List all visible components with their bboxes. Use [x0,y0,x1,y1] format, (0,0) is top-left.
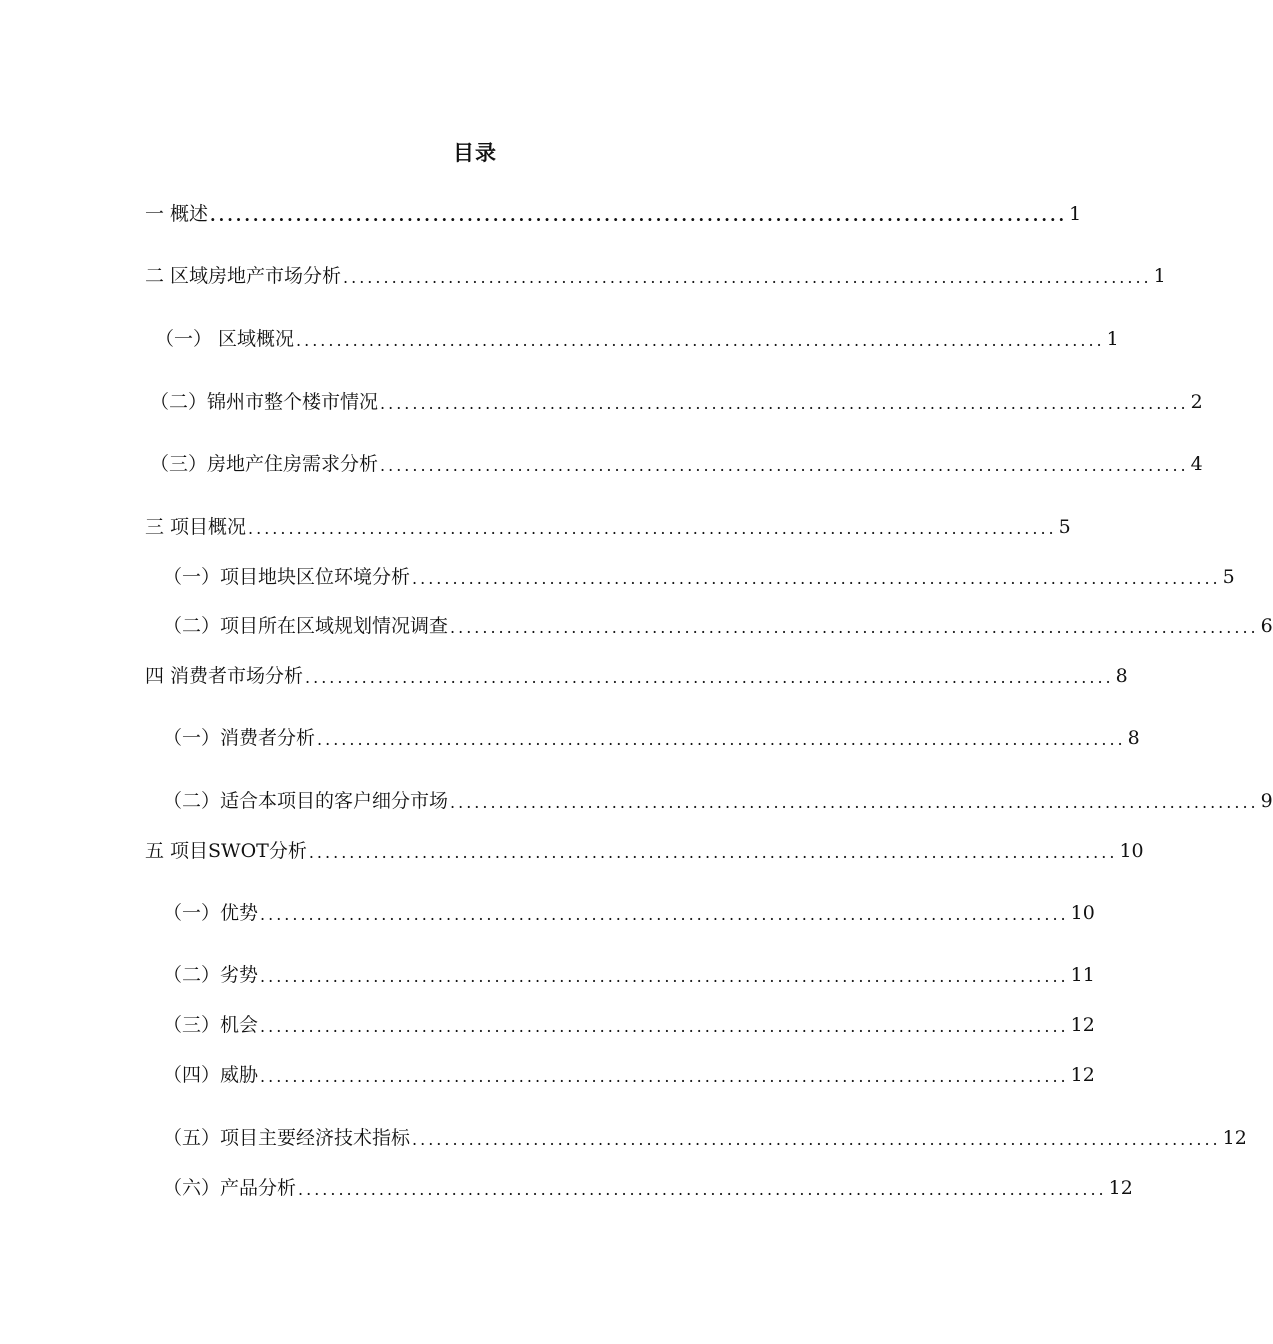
dot-leader: .................................................................................................... [296,331,1105,350]
toc-entry-label: （三）机会 [163,1014,259,1036]
toc-entry-strengths[interactable] [163,899,1095,927]
toc-page-number: 1 [1153,265,1166,287]
toc-entry-weaknesses[interactable] [163,961,1095,989]
toc-entry-customer-segments[interactable] [163,787,1273,815]
toc-page-number: 10 [1119,840,1144,862]
toc-page-number: 5 [1222,566,1235,588]
dot-leader: .................................................................................................... [260,1017,1069,1036]
toc-entry-label: 一 概述 [145,203,209,225]
toc-entry-label: （三）房地产住房需求分析 [150,453,379,475]
toc-entry-regional-market[interactable] [145,262,1166,290]
dot-leader: .................................................................................................... [380,456,1189,475]
toc-page-number: 12 [1070,1014,1095,1036]
page-title: 目录 [453,140,497,165]
dot-leader: .................................................................................................... [412,1130,1221,1149]
dot-leader: .................................................................................................... [298,1180,1107,1199]
toc-page-number: 12 [1222,1127,1247,1149]
toc-page-number: 12 [1108,1177,1133,1199]
toc-entry-jinzhou-market[interactable] [150,388,1203,416]
dot-leader: .................................................................................................... [210,206,1068,225]
toc-page-number: 9 [1260,790,1273,812]
toc-page-number: 1 [1106,328,1119,350]
dot-leader: .................................................................................................... [305,668,1114,687]
toc-page-number: 8 [1115,665,1128,687]
toc-entry-consumer-market[interactable] [145,662,1128,690]
dot-leader: .................................................................................................... [380,394,1189,413]
toc-entry-consumer-analysis[interactable] [163,724,1140,752]
toc-page-number: 1 [1069,203,1082,225]
toc-entry-label: （一）项目地块区位环境分析 [163,566,411,588]
dot-leader: .................................................................................................... [343,268,1152,287]
toc-entry-label: （六）产品分析 [163,1177,297,1199]
toc-entry-opportunities[interactable] [163,1011,1095,1039]
toc-entry-regional-overview[interactable] [155,325,1119,353]
toc-page-number: 5 [1058,516,1071,538]
toc-entry-swot[interactable] [145,837,1144,865]
toc-entry-product-analysis[interactable] [163,1174,1133,1202]
toc-entry-regional-planning[interactable] [163,612,1273,640]
toc-entry-label: （一）优势 [163,902,259,924]
toc-page-number: 10 [1070,902,1095,924]
toc-page-number: 4 [1190,453,1203,475]
toc-entry-label: 三 项目概况 [145,516,247,538]
toc-entry-label: （一） 区域概况 [155,328,295,350]
dot-leader: .................................................................................................... [260,1067,1069,1086]
dot-leader: .................................................................................................... [412,569,1221,588]
dot-leader: .................................................................................................... [317,730,1126,749]
toc-entry-label: （五）项目主要经济技术指标 [163,1127,411,1149]
toc-entry-label: 五 项目SWOT分析 [145,840,307,862]
toc-entry-label: （一）消费者分析 [163,727,316,749]
toc-entry-label: （二）适合本项目的客户细分市场 [163,790,449,812]
toc-entry-housing-demand[interactable] [150,450,1203,478]
toc-entry-overview[interactable] [145,200,1082,228]
dot-leader: .................................................................................................... [308,843,1118,862]
toc-entry-label: （二）劣势 [163,964,259,986]
dot-leader: .................................................................................................... [248,519,1057,538]
dot-leader: .................................................................................................... [260,905,1069,924]
toc-entry-site-location[interactable] [163,563,1235,591]
toc-entry-label: 二 区域房地产市场分析 [145,265,342,287]
toc-entry-project-overview[interactable] [145,513,1071,541]
dot-leader: .................................................................................................... [450,793,1259,812]
toc-page-number: 12 [1070,1064,1095,1086]
toc-page-number: 11 [1070,964,1095,986]
toc-page-number: 2 [1190,391,1203,413]
toc-entry-label: 四 消费者市场分析 [145,665,304,687]
dot-leader: .................................................................................................... [260,967,1069,986]
toc-page-number: 6 [1260,615,1273,637]
toc-entry-label: （二）项目所在区域规划情况调查 [163,615,449,637]
toc-entry-threats[interactable] [163,1061,1095,1089]
toc-entry-label: （二）锦州市整个楼市情况 [150,391,379,413]
toc-page-number: 8 [1127,727,1140,749]
toc-entry-label: （四）威胁 [163,1064,259,1086]
dot-leader: .................................................................................................... [450,618,1259,637]
toc-entry-technical-indicators[interactable] [163,1124,1247,1152]
